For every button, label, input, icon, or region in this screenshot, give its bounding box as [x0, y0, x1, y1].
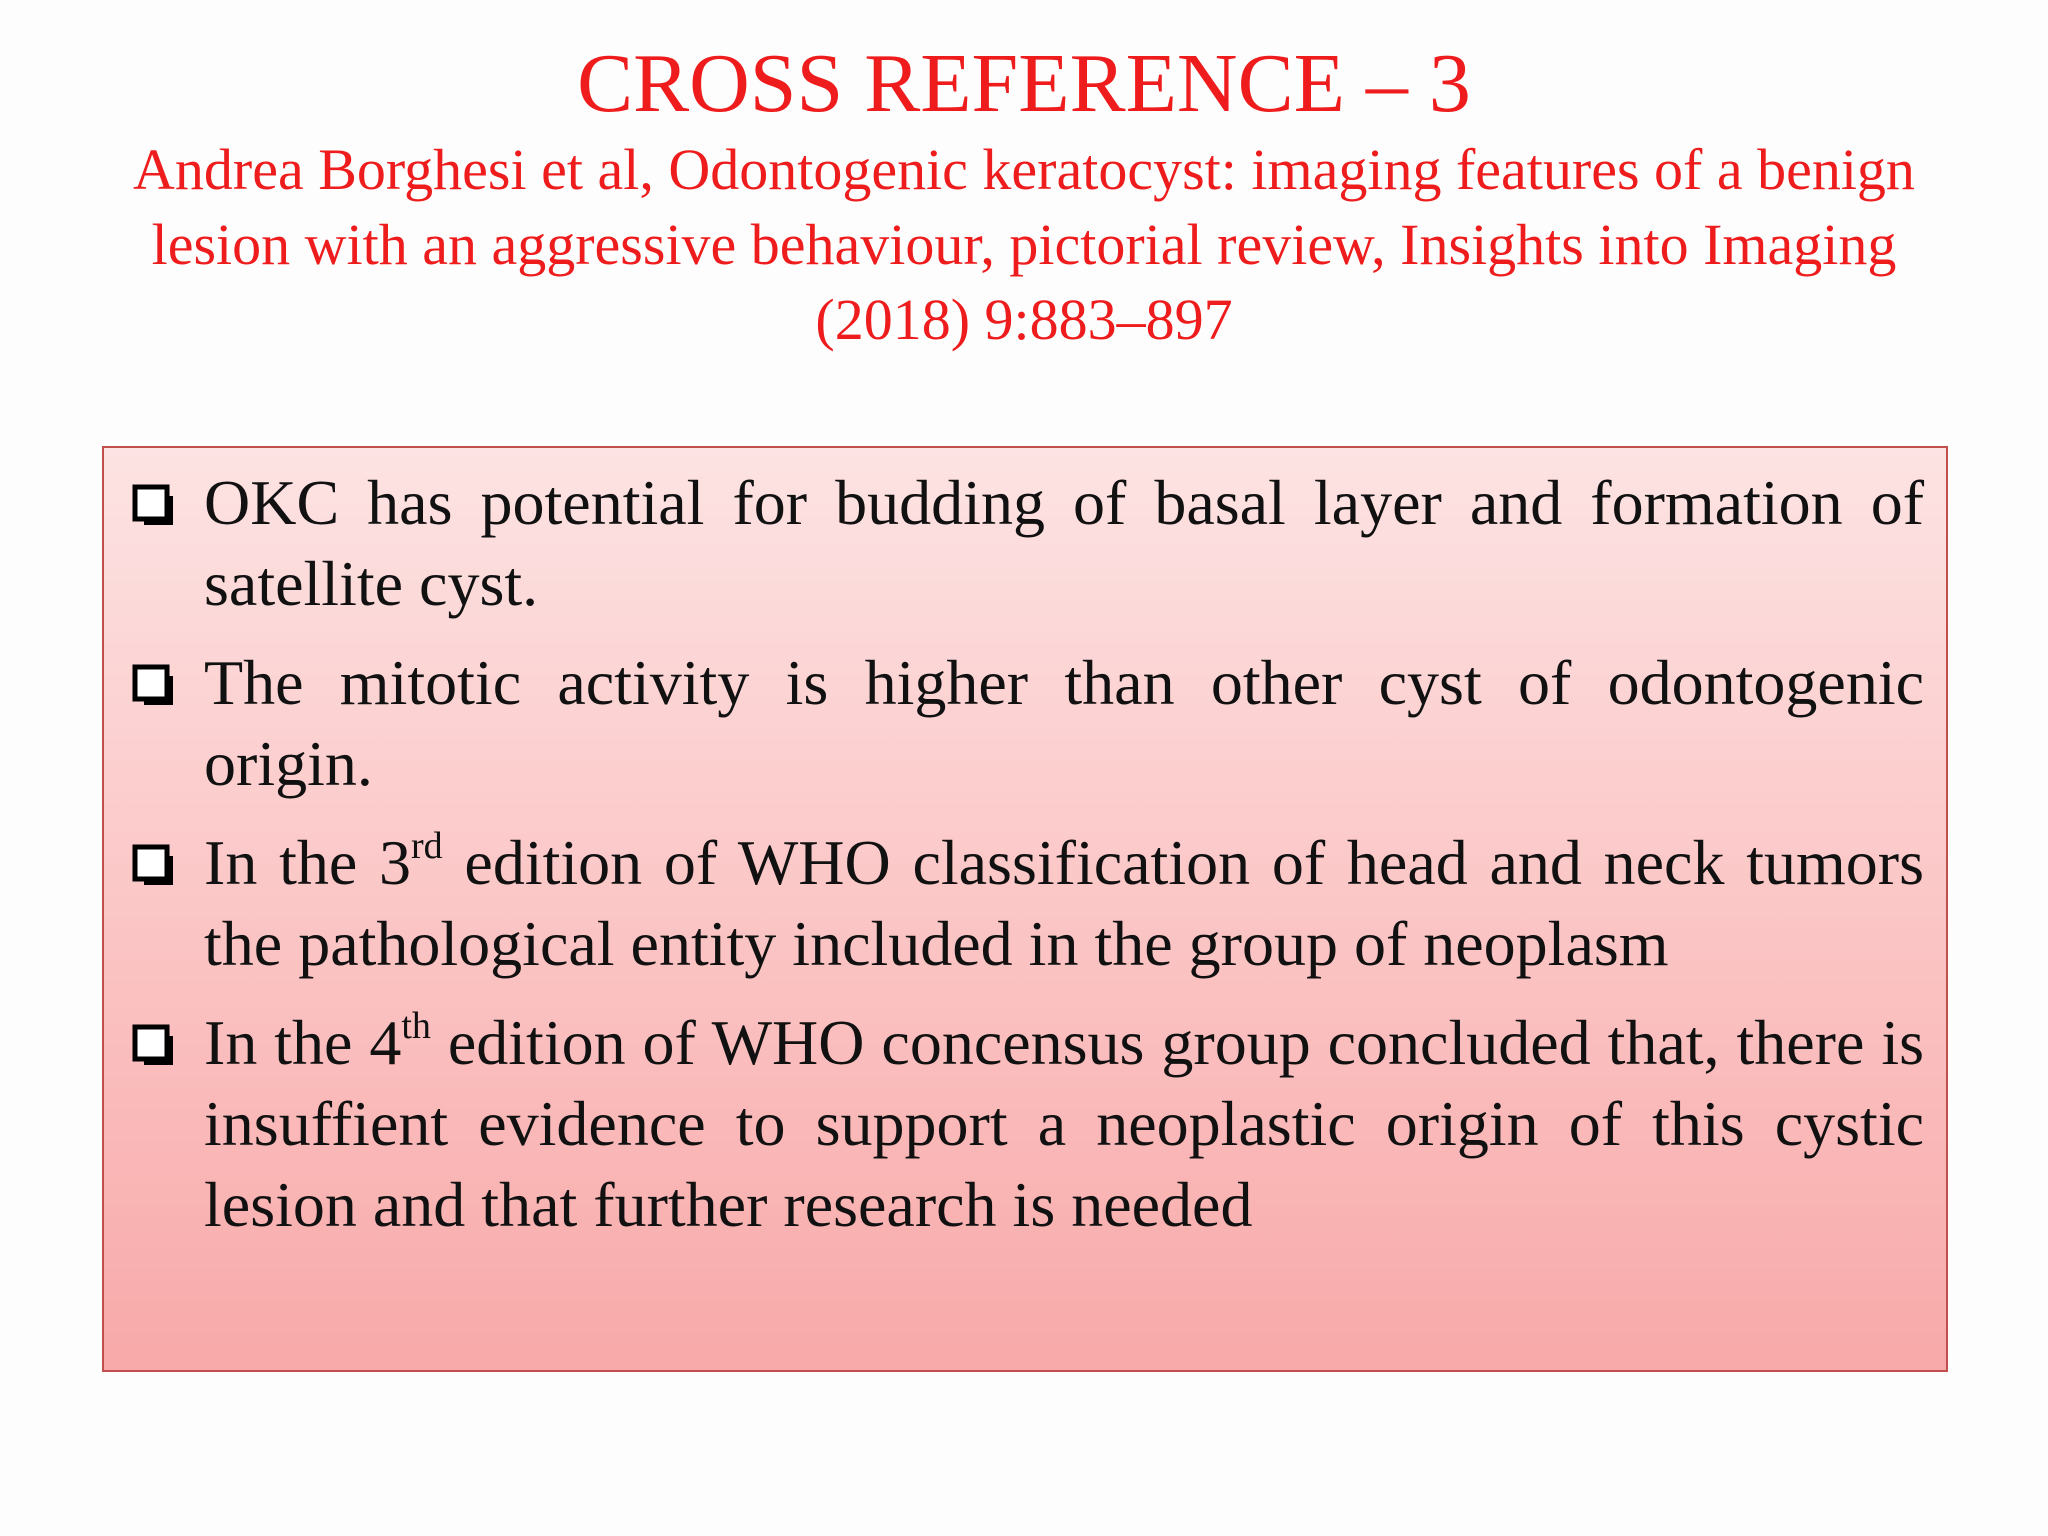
ordinal-suffix: th [401, 1005, 431, 1047]
content-box [102, 446, 1948, 1372]
bullet-text-start: In the 4 [204, 1007, 402, 1078]
bullet-text-start: In the 3 [204, 827, 412, 898]
checkbox-square-icon [132, 844, 176, 888]
bullet-text-end: edition of WHO concensus group concluded that, there is insuffient evidence to support a neoplastic origin of this cystic lesion and that further research is needed [204, 1007, 1925, 1240]
bullet-item [130, 822, 1924, 984]
checkbox-square-icon [132, 664, 176, 708]
bullet-item [130, 642, 1924, 804]
checkbox-square-icon [132, 1024, 176, 1068]
slide-title: CROSS REFERENCE – 3 [577, 37, 1471, 130]
bullet-list [130, 462, 1924, 1245]
bullet-item [130, 1002, 1924, 1245]
bullet-item [130, 462, 1924, 624]
bullet-text: The mitotic activity is higher than other cyst of odontogenic origin. [204, 647, 1924, 799]
reference-citation: Andrea Borghesi et al, Odontogenic keratocyst: imaging features of a benign lesion with an aggressive behaviour, pictorial review, Insights into Imaging (2018) 9:883–897 [133, 137, 1915, 352]
bullet-text-end: edition of WHO classification of head and neck tumors the pathological entity included in the group of neoplasm [204, 827, 1925, 979]
checkbox-square-icon [132, 484, 176, 528]
bullet-text: OKC has potential for budding of basal layer and formation of satellite cyst. [204, 467, 1924, 619]
ordinal-suffix: rd [411, 825, 443, 867]
